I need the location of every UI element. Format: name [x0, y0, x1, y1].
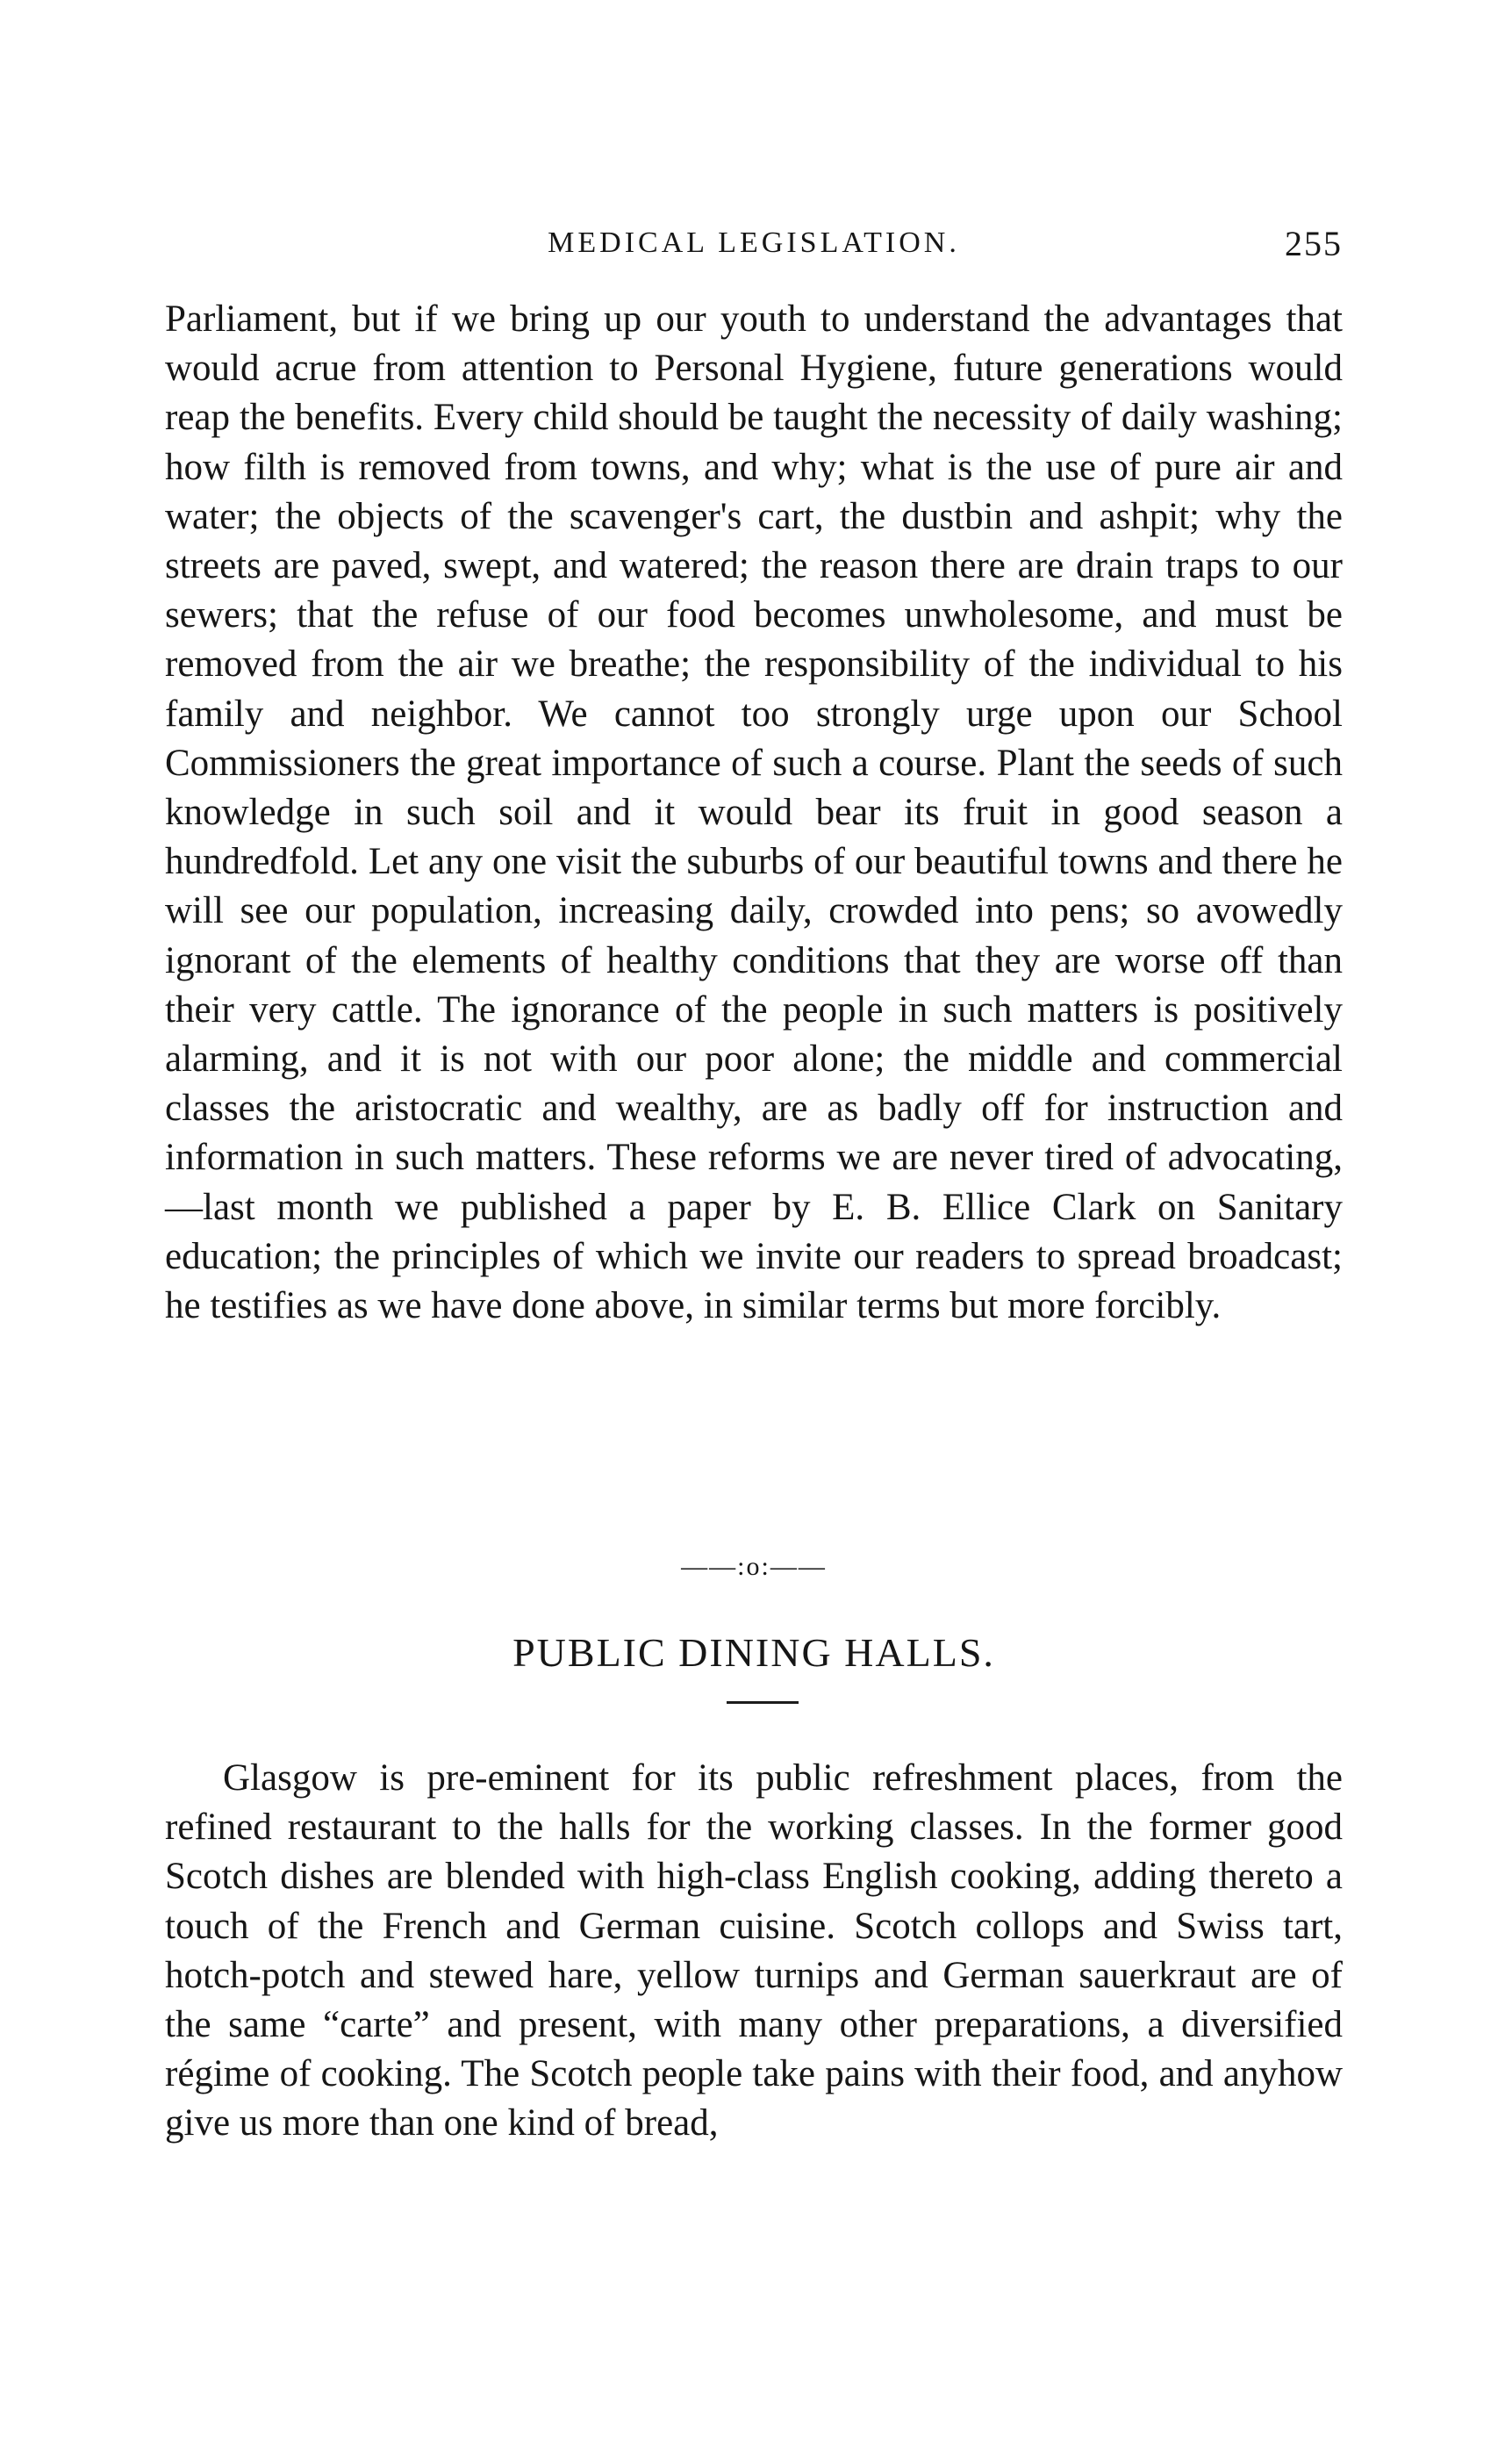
- section-title: PUBLIC DINING HALLS.: [512, 1630, 995, 1675]
- paragraph-continued: Parliament, but if we bring up our youth to understand the advantages that would acrue from attention to Personal Hygiene, future generations would reap the benefits. Every child should be taught the necessity of daily washing; how filth is removed from towns, and why; what is the use of pure air and water; the objects of the scavenger's cart, the dustbin and ashpit; why the streets are paved, swept, and watered; the reason there are drain traps to our sewers; that the refuse of our food becomes unwholesome, and must be removed from the air we breathe; the responsibility of the individual to his family and neighbor. We cannot too strongly urge upon our School Commissioners the great importance of such a course. Plant the seeds of such knowledge in such soil and it would bear its fruit in good season a hundredfold. Let any one visit the suburbs of our beautiful towns and there he will see our population, increasing daily, crowded into pens; so avowedly ignorant of the elements of healthy conditions that they are worse off than their very cattle. The ignorance of the people in such matters is positively alarming, and it is not with our poor alone; the middle and commercial classes the aristocratic and wealthy, are as badly off for instruction and information in such matters. These reforms we are never tired of advocating,—last month we published a paper by E. B. Ellice Clark on Sanitary education; the principles of which we invite our readers to spread broadcast; he testifies as we have done above, in similar terms but more forcibly.: [165, 298, 1343, 1327]
- continued-text: [165, 295, 1343, 1331]
- page-number: 255: [1285, 224, 1343, 263]
- section-text: [165, 1754, 1343, 2149]
- title-rule: [727, 1701, 799, 1704]
- section-divider: ——:o:——: [681, 1552, 827, 1581]
- running-head: [165, 226, 1343, 262]
- paragraph-public-dining-halls: Glasgow is pre-eminent for its public refreshment places, from the refined restaurant to the halls for the working classes. In the former good Scotch dishes are blended with high-class English cooking, adding thereto a touch of the French and German cuisine. Scotch collops and Swiss tart, hotch-potch and stewed hare, yellow turnips and German sauerkraut are of the same “carte” and present, with many other preparations, a diversified régime of cooking. The Scotch people take pains with their food, and anyhow give us more than one kind of bread,: [165, 1757, 1343, 2144]
- running-title: MEDICAL LEGISLATION.: [548, 226, 960, 259]
